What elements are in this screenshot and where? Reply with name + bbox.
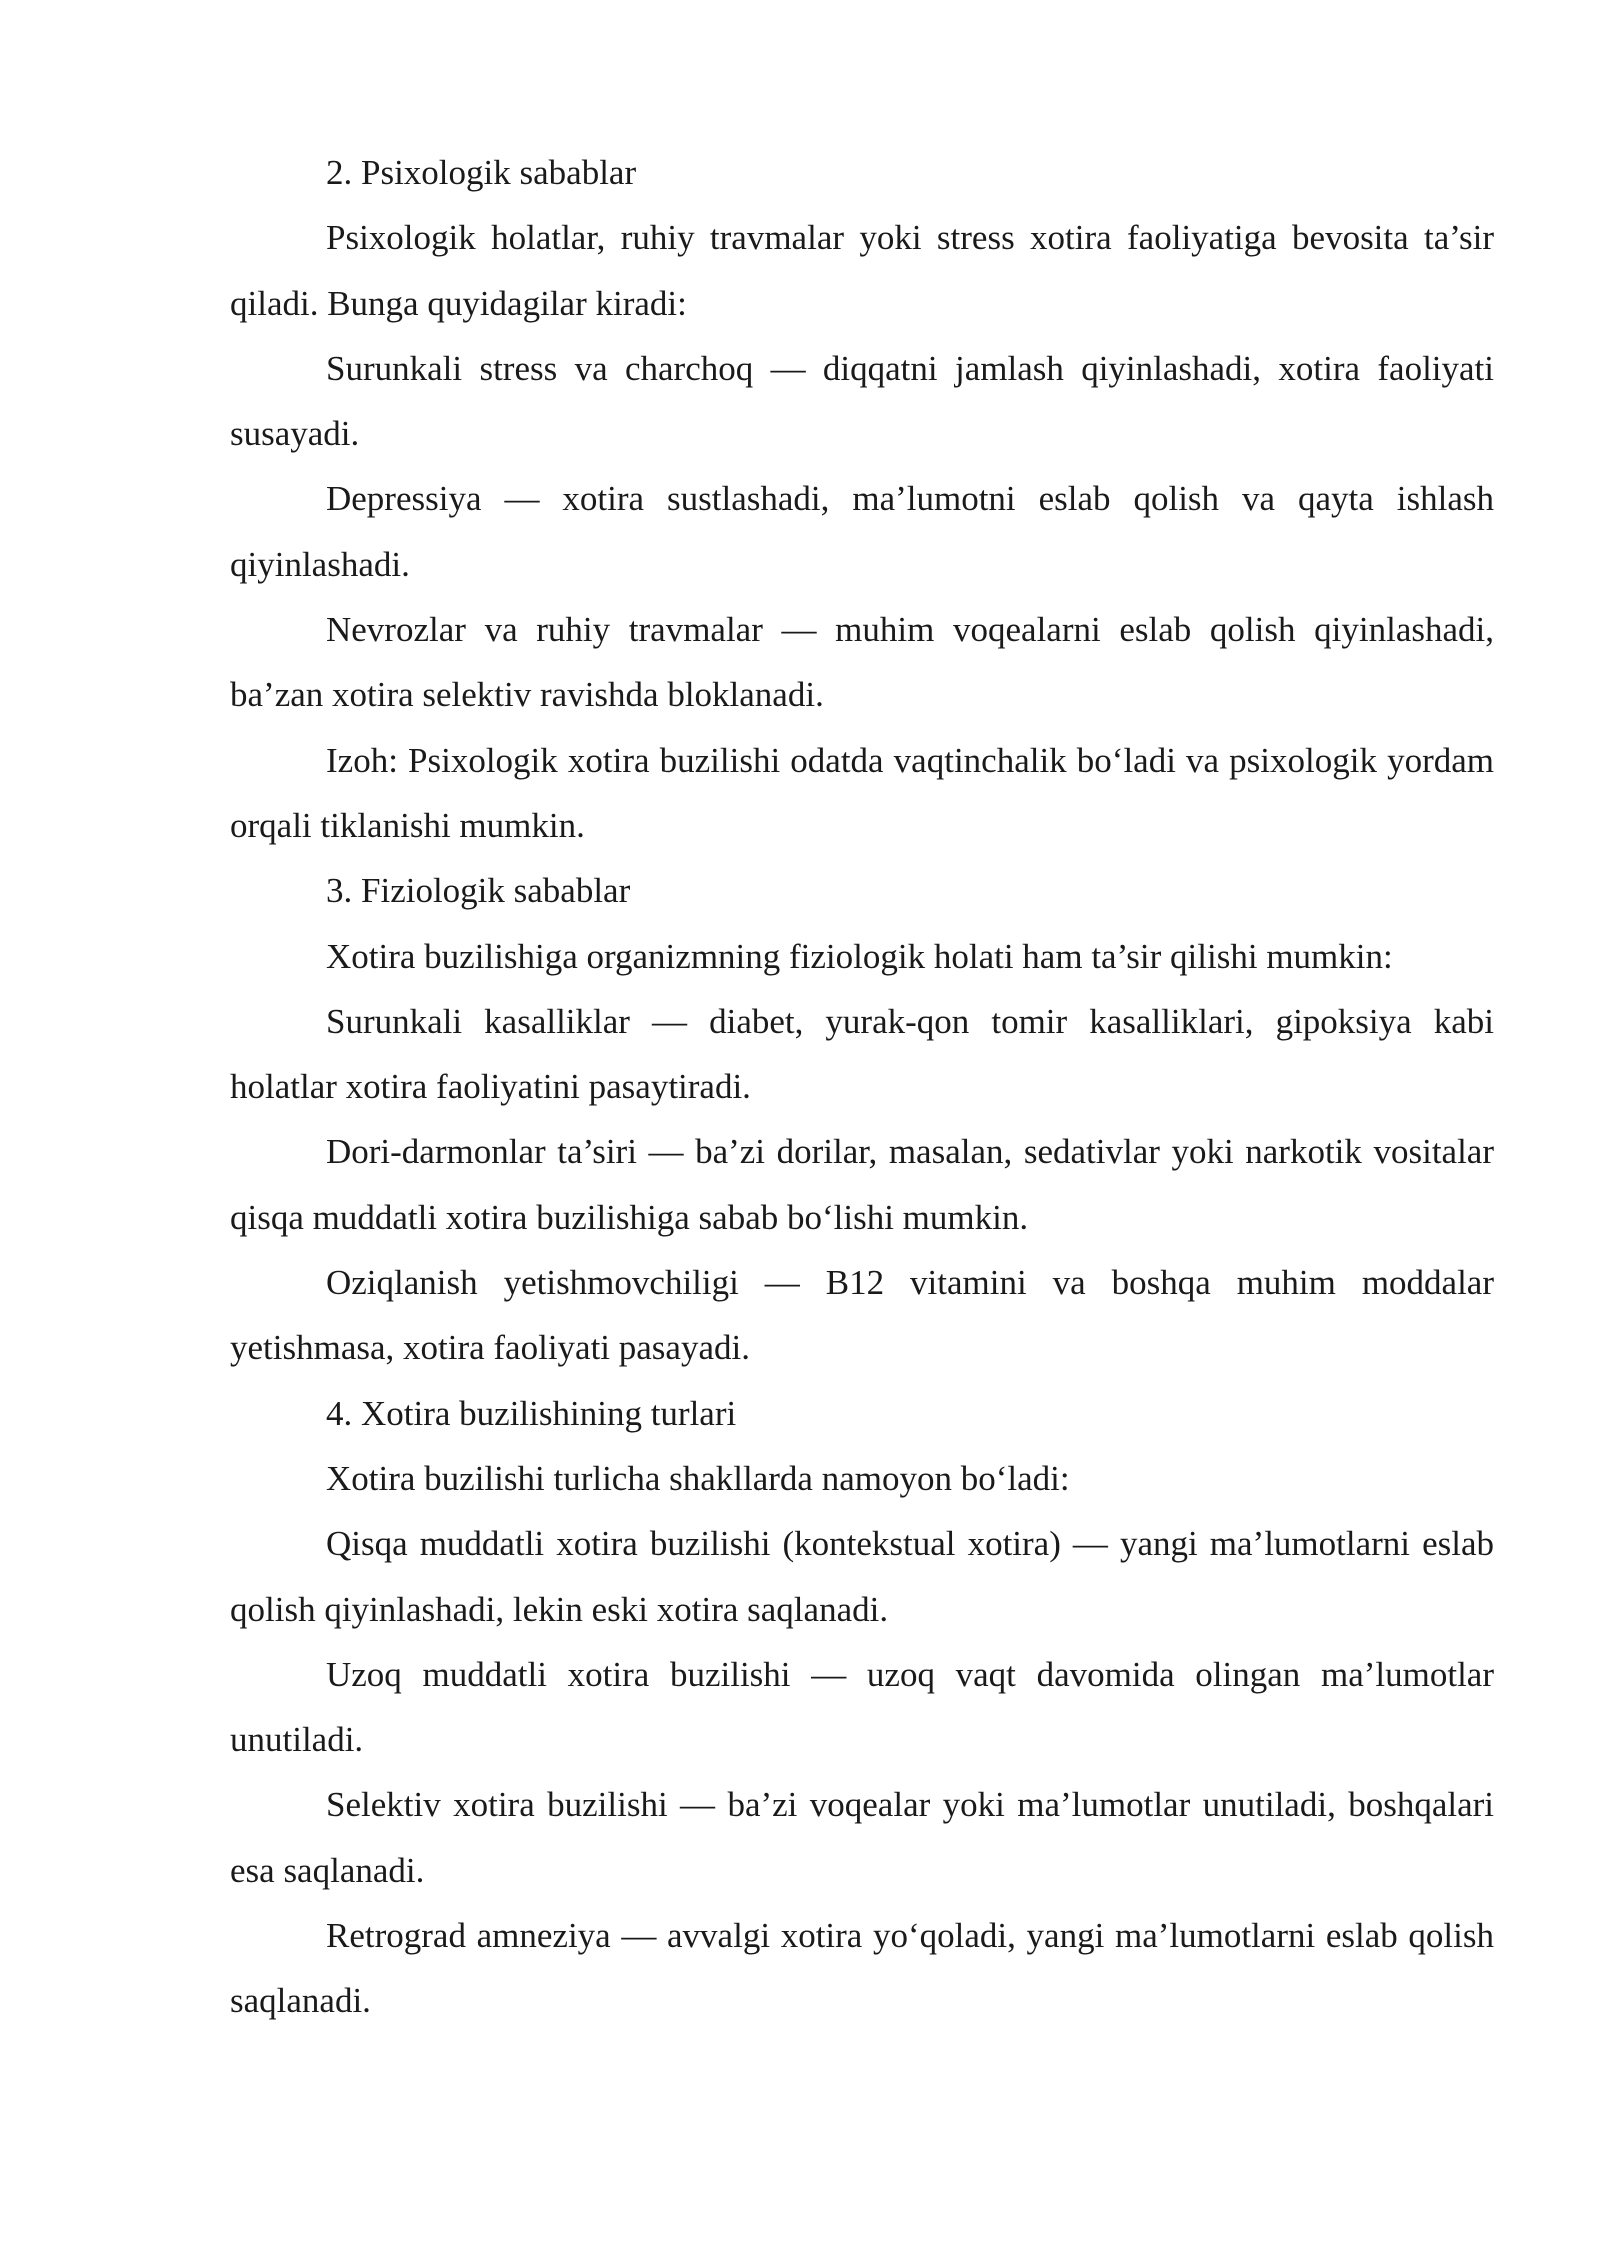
paragraph: Depressiya — xotira sustlashadi, ma’lumotni eslab qolish va qayta ishlash qiyinlashadi. bbox=[230, 479, 1494, 584]
paragraph: Xotira buzilishiga organizmning fiziologik holati ham ta’sir qilishi mumkin: bbox=[326, 936, 1393, 976]
paragraph: Dori-darmonlar ta’siri — ba’zi dorilar, masalan, sedativlar yoki narkotik vositalar qisqa muddatli xotira buzilishiga sabab bo‘lishi mumkin. bbox=[230, 1132, 1494, 1237]
paragraph: Qisqa muddatli xotira buzilishi (kontekstual xotira) — yangi ma’lumotlarni eslab qolish qiyinlashadi, lekin eski xotira saqlanadi. bbox=[230, 1524, 1494, 1629]
document-body bbox=[230, 140, 1494, 2034]
paragraph: Surunkali stress va charchoq — diqqatni jamlash qiyinlashadi, xotira faoliyati susayadi. bbox=[230, 348, 1494, 454]
section-heading-psychological: 2. Psixologik sabablar bbox=[326, 153, 637, 192]
paragraph-note: Izoh: Psixologik xotira buzilishi odatda vaqtinchalik bo‘ladi va psixologik yordam orqali tiklanishi mumkin. bbox=[230, 740, 1494, 845]
paragraph: Uzoq muddatli xotira buzilishi — uzoq vaqt davomida olingan ma’lumotlar unutiladi. bbox=[230, 1654, 1494, 1760]
paragraph: Nevrozlar va ruhiy travmalar — muhim voqealarni eslab qolish qiyinlashadi, ba’zan xotira selektiv ravishda bloklanadi. bbox=[230, 610, 1494, 715]
paragraph: Retrograd amneziya — avvalgi xotira yo‘qoladi, yangi ma’lumotlarni eslab qolish saqlanadi. bbox=[230, 1916, 1494, 2021]
paragraph: Oziqlanish yetishmovchiligi — B12 vitamini va boshqa muhim moddalar yetishmasa, xotira faoliyati pasayadi. bbox=[230, 1263, 1494, 1368]
section-heading-physiological: 3. Fiziologik sabablar bbox=[326, 871, 631, 911]
paragraph: Surunkali kasalliklar — diabet, yurak-qon tomir kasalliklari, gipoksiya kabi holatlar xotira faoliyatini pasaytiradi. bbox=[230, 1001, 1494, 1107]
paragraph: Xotira buzilishi turlicha shakllarda namoyon bo‘ladi: bbox=[326, 1458, 1070, 1498]
paragraph: Psixologik holatlar, ruhiy travmalar yoki stress xotira faoliyatiga bevosita ta’sir qiladi. Bunga quyidagilar kiradi: bbox=[230, 218, 1494, 323]
section-heading-memory-types: 4. Xotira buzilishining turlari bbox=[326, 1393, 737, 1433]
paragraph: Selektiv xotira buzilishi — ba’zi voqealar yoki ma’lumotlar unutiladi, boshqalari esa saqlanadi. bbox=[230, 1785, 1494, 1890]
